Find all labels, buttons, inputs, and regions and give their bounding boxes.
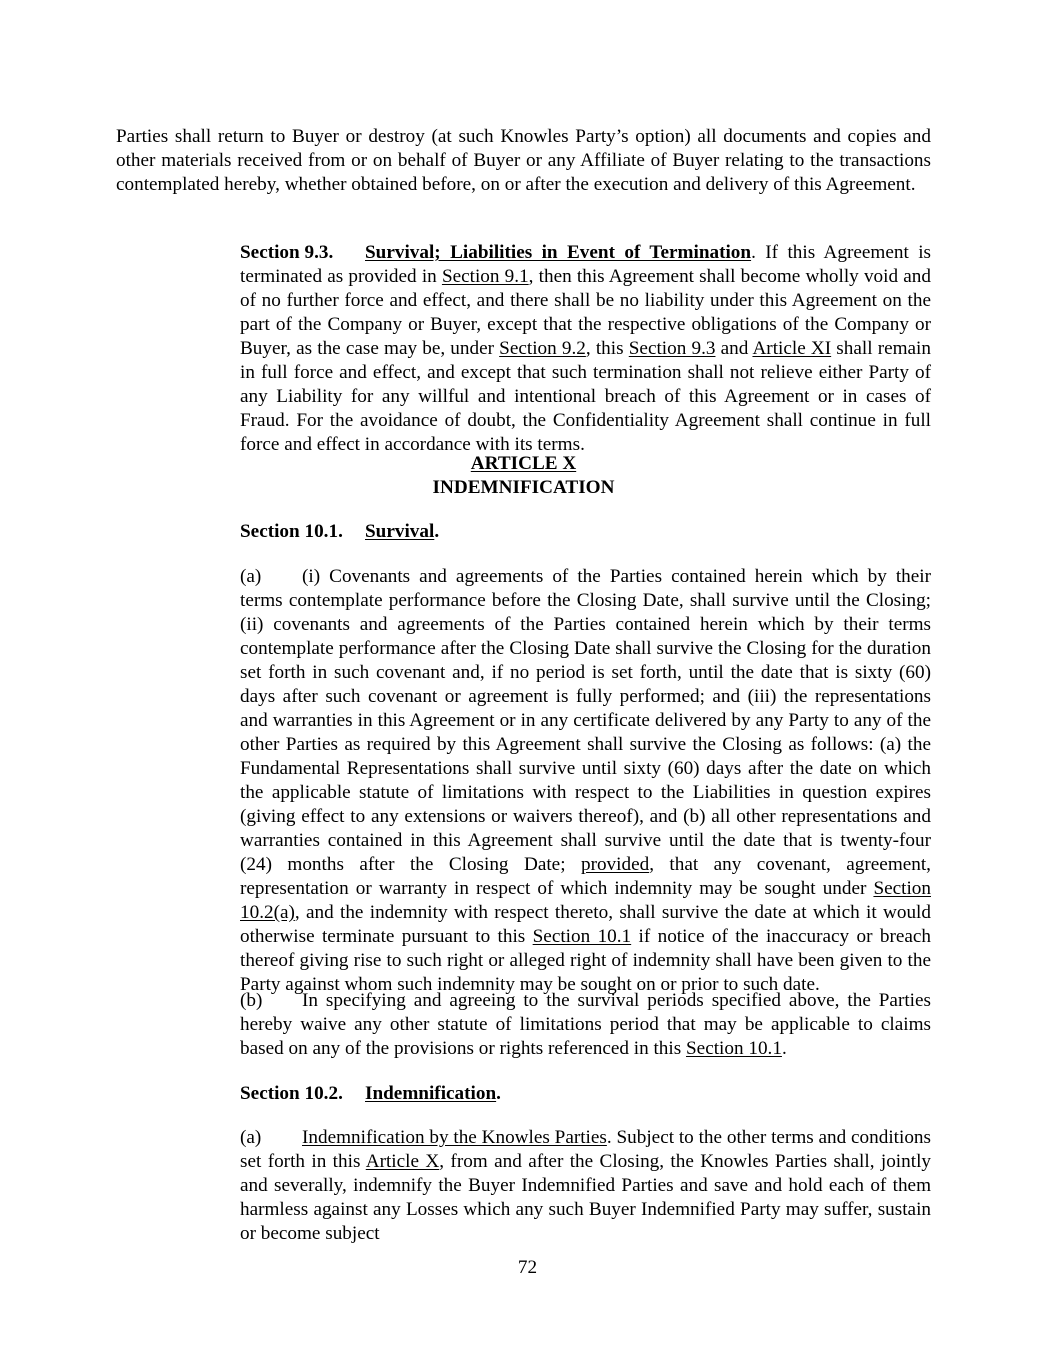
article-heading	[116, 452, 931, 500]
article-number: ARTICLE X	[470, 453, 577, 474]
section-10-1-a: (a) (i) Covenants and agreements of the Parties contained herein which by their terms contemplate performance before the Closing Date, shall survive until the Closing; (ii) covenants and agreements of the Parties contained herein which by their terms contemplate performance after the Closing Date shall survive the Closing for the duration set forth in such covenant and, if no period is set forth, until the date that is sixty (60) days after such covenant or agreement is fully performed; and (iii) the representations and warranties in this Agreement or in any certificate delivered by any Party to any of the other Parties as required by this Agreement shall survive the Closing as follows: (a) the Fundamental Representations shall survive until sixty (60) days after the date on which the applicable statute of limitations with respect to the Liabilities in question expires (giving effect to any extensions or waivers thereof), and (b) all other representations and warranties contained in this Agreement shall survive until the date that is twenty-four (24) months after the Closing Date; provided, that any covenant, agreement, representation or warranty in respect of which indemnity may be sought under Section 10.2(a), and the indemnity with respect thereto, shall survive the date at which it would otherwise terminate pursuant to this Section 10.1 if notice of the inaccuracy or breach thereof giving rise to such right or alleged right of indemnity shall have been given to the Party against whom such indemnity may be sought on or prior to such date.	[240, 566, 931, 995]
cross-reference-link[interactable]: Section 10.1	[532, 926, 632, 947]
section-10-2-a: (a) Indemnification by the Knowles Parties. Subject to the other terms and conditions set forth in this Article X, from and after the Closing, the Knowles Parties shall, jointly and severally, indemnify the Buyer Indemnified Parties and save and hold each of them harmless against any Losses which any such Buyer Indemnified Party may suffer, sustain or become subject	[240, 1127, 931, 1244]
cross-reference-link[interactable]: Article XI	[752, 338, 832, 359]
section-title: Survival	[365, 521, 435, 542]
cross-reference-link[interactable]: Section 9.2	[499, 338, 586, 359]
section-title: Indemnification	[365, 1083, 497, 1104]
section-10-1-b: (b) In specifying and agreeing to the survival periods specified above, the Parties hereby waive any other statute of limitations period that may be applicable to claims based on any of the provisions or rights referenced in this Section 10.1.	[240, 990, 931, 1059]
clause-label: (a)	[240, 566, 262, 587]
section-9-3: Section 9.3. Survival; Liabilities in Event of Termination. If this Agreement is terminated as provided in Section 9.1, then this Agreement shall become wholly void and of no further force and effect, and there shall be no liability under this Agreement on the part of the Company or Buyer, except that the respective obligations of the Company or Buyer, as the case may be, under Section 9.2, this Section 9.3 and Article XI shall remain in full force and effect, and except that such termination shall not relieve either Party of any Liability for any willful and intentional breach of this Agreement or in cases of Fraud. For the avoidance of doubt, the Confidentiality Agreement shall continue in full force and effect in accordance with its terms.	[240, 242, 931, 455]
section-number: Section 10.1.	[240, 521, 343, 542]
provided-term: provided	[580, 854, 650, 875]
carryover-paragraph	[116, 125, 931, 197]
section-number: Section 10.2.	[240, 1083, 343, 1104]
cross-reference-link[interactable]: Section 9.1	[441, 266, 529, 287]
section-10-2-heading: Section 10.2. Indemnification.	[240, 1083, 501, 1104]
article-title: INDEMNIFICATION	[432, 477, 615, 498]
cross-reference-link[interactable]: Section 10.1	[686, 1038, 782, 1059]
cross-reference-link[interactable]: Section 10.2(a)	[240, 878, 931, 923]
clause-title: Indemnification by the Knowles Parties	[302, 1127, 607, 1148]
cross-reference-link[interactable]: Section 9.3	[628, 338, 716, 359]
page-number: 72	[517, 1257, 538, 1278]
cross-reference-link[interactable]: Article X	[365, 1151, 440, 1172]
section-title: Survival; Liabilities in Event of Termination	[365, 242, 752, 263]
carryover-text: Parties shall return to Buyer or destroy (at such Knowles Party’s option) all documents and copies and other materials received from or on behalf of Buyer or any Affiliate of Buyer relating to the transactions contemplated hereby, whether obtained before, on or after the execution and delivery of this Agreement.	[116, 126, 931, 195]
clause-label: (b)	[240, 990, 263, 1011]
section-10-1-heading: Section 10.1. Survival.	[240, 521, 440, 542]
section-number: Section 9.3.	[240, 242, 334, 263]
clause-label: (a)	[240, 1127, 262, 1148]
